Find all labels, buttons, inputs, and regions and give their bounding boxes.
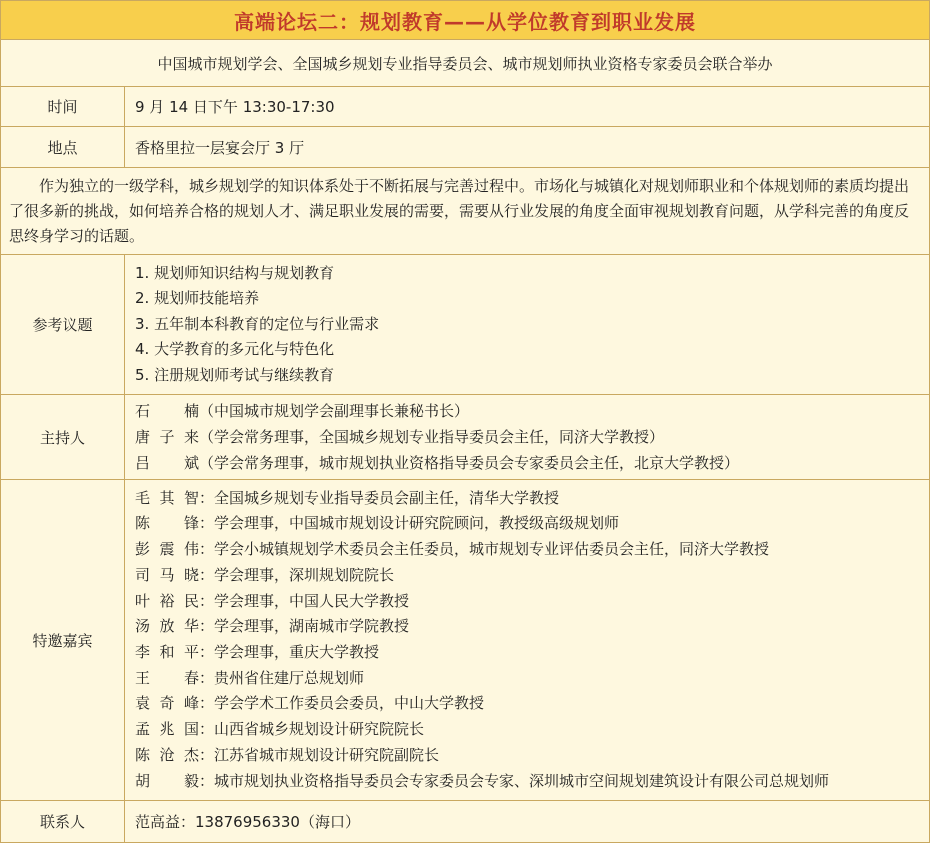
guest-desc: ：全国城乡规划专业指导委员会副主任，清华大学教授 bbox=[199, 488, 560, 507]
host-item bbox=[135, 450, 929, 476]
host-item bbox=[135, 424, 929, 450]
hosts-label: 主持人 bbox=[1, 395, 125, 479]
topics-list bbox=[125, 255, 929, 394]
host-desc: （中国城市规划学会副理事长兼秘书长） bbox=[199, 401, 470, 420]
guest-item bbox=[135, 486, 929, 512]
guest-desc: ：学会学术工作委员会委员，中山大学教授 bbox=[199, 694, 485, 713]
guests-list bbox=[125, 480, 929, 800]
topic-item: 4. 大学教育的多元化与特色化 bbox=[135, 340, 335, 359]
guest-name: 陈 锋 bbox=[135, 514, 199, 533]
guest-name: 彭震伟 bbox=[135, 540, 199, 559]
guest-desc: ：学会小城镇规划学术委员会主任委员，城市规划专业评估委员会主任，同济大学教授 bbox=[199, 540, 770, 559]
guest-item bbox=[135, 537, 929, 563]
guest-desc: ：贵州省住建厅总规划师 bbox=[199, 668, 365, 687]
host-desc: （学会常务理事，全国城乡规划专业指导委员会主任，同济大学教授） bbox=[199, 427, 665, 446]
place-label: 地点 bbox=[1, 127, 125, 167]
guests-label: 特邀嘉宾 bbox=[1, 480, 125, 800]
contact-row bbox=[1, 801, 929, 842]
guest-item bbox=[135, 769, 929, 795]
guest-desc: ：学会理事，湖南城市学院教授 bbox=[199, 617, 410, 636]
guest-name: 叶裕民 bbox=[135, 591, 199, 610]
contact-value: 范高益：13876956330（海口） bbox=[135, 813, 360, 831]
topics-row bbox=[1, 255, 929, 395]
host-name: 唐子来 bbox=[135, 427, 199, 446]
host-name: 石 楠 bbox=[135, 401, 199, 420]
guest-desc: ：山西省城乡规划设计研究院院长 bbox=[199, 720, 425, 739]
topic-item: 1. 规划师知识结构与规划教育 bbox=[135, 263, 335, 282]
guest-name: 汤放华 bbox=[135, 617, 199, 636]
guest-item bbox=[135, 589, 929, 615]
time-label: 时间 bbox=[1, 87, 125, 126]
place-value: 香格里拉一层宴会厅 3 厅 bbox=[135, 138, 305, 157]
host-desc: （学会常务理事，城市规划执业资格指导委员会专家委员会主任，北京大学教授） bbox=[199, 454, 740, 473]
guest-desc: ：江苏省城市规划设计研究院副院长 bbox=[199, 745, 440, 764]
guest-item bbox=[135, 511, 929, 537]
hosts-row bbox=[1, 395, 929, 480]
guest-name: 李和平 bbox=[135, 643, 199, 661]
guest-item bbox=[135, 666, 929, 692]
guest-item bbox=[135, 614, 929, 640]
guest-item bbox=[135, 691, 929, 717]
guests-row bbox=[1, 480, 929, 801]
guest-name: 孟兆国 bbox=[135, 720, 199, 739]
intro-text: 作为独立的一级学科，城乡规划学的知识体系处于不断拓展与完善过程中。市场化与城镇化对规划师职业和个体规划师的素质均提出了很多新的挑战，如何培养合格的规划人才、满足职业发展的需要，需要从行业发展的角度全面审视规划教育问题，从学科完善的角度反思终身学习的话题。 bbox=[9, 177, 910, 245]
guest-item bbox=[135, 563, 929, 589]
topic-item: 3. 五年制本科教育的定位与行业需求 bbox=[135, 314, 380, 333]
guest-desc: ：城市规划执业资格指导委员会专家委员会专家、深圳城市空间规划建筑设计有限公司总规划师 bbox=[199, 771, 830, 790]
guest-name: 袁奇峰 bbox=[135, 694, 199, 713]
guest-name: 毛其智 bbox=[135, 488, 199, 507]
hosts-list bbox=[125, 395, 929, 479]
time-row bbox=[1, 87, 929, 127]
guest-desc: ：学会理事，中国人民大学教授 bbox=[199, 591, 410, 610]
topics-label: 参考议题 bbox=[1, 255, 125, 394]
contact-label: 联系人 bbox=[1, 801, 125, 842]
host-item bbox=[135, 398, 929, 424]
guest-item bbox=[135, 743, 929, 769]
guest-item bbox=[135, 640, 929, 666]
guest-name: 胡 毅 bbox=[135, 771, 199, 790]
guest-name: 司马晓 bbox=[135, 565, 199, 584]
guest-name: 陈沧杰 bbox=[135, 745, 199, 764]
guest-desc: ：学会理事，深圳规划院院长 bbox=[199, 565, 395, 584]
topic-item: 2. 规划师技能培养 bbox=[135, 289, 260, 308]
time-value: 9 月 14 日下午 13:30-17:30 bbox=[135, 98, 335, 116]
organizers-row bbox=[1, 40, 929, 87]
topic-item: 5. 注册规划师考试与继续教育 bbox=[135, 365, 335, 384]
host-name: 吕 斌 bbox=[135, 454, 199, 473]
organizers-text: 中国城市规划学会、全国城乡规划专业指导委员会、城市规划师执业资格专家委员会联合举办 bbox=[157, 54, 773, 73]
intro-row bbox=[1, 168, 929, 255]
place-row bbox=[1, 127, 929, 168]
guest-desc: ：学会理事，重庆大学教授 bbox=[199, 643, 380, 661]
guest-desc: ：学会理事，中国城市规划设计研究院顾问，教授级高级规划师 bbox=[199, 514, 620, 533]
guest-name: 王 春 bbox=[135, 668, 199, 687]
forum-title: 高端论坛二：规划教育——从学位教育到职业发展 bbox=[1, 1, 929, 40]
guest-item bbox=[135, 717, 929, 743]
